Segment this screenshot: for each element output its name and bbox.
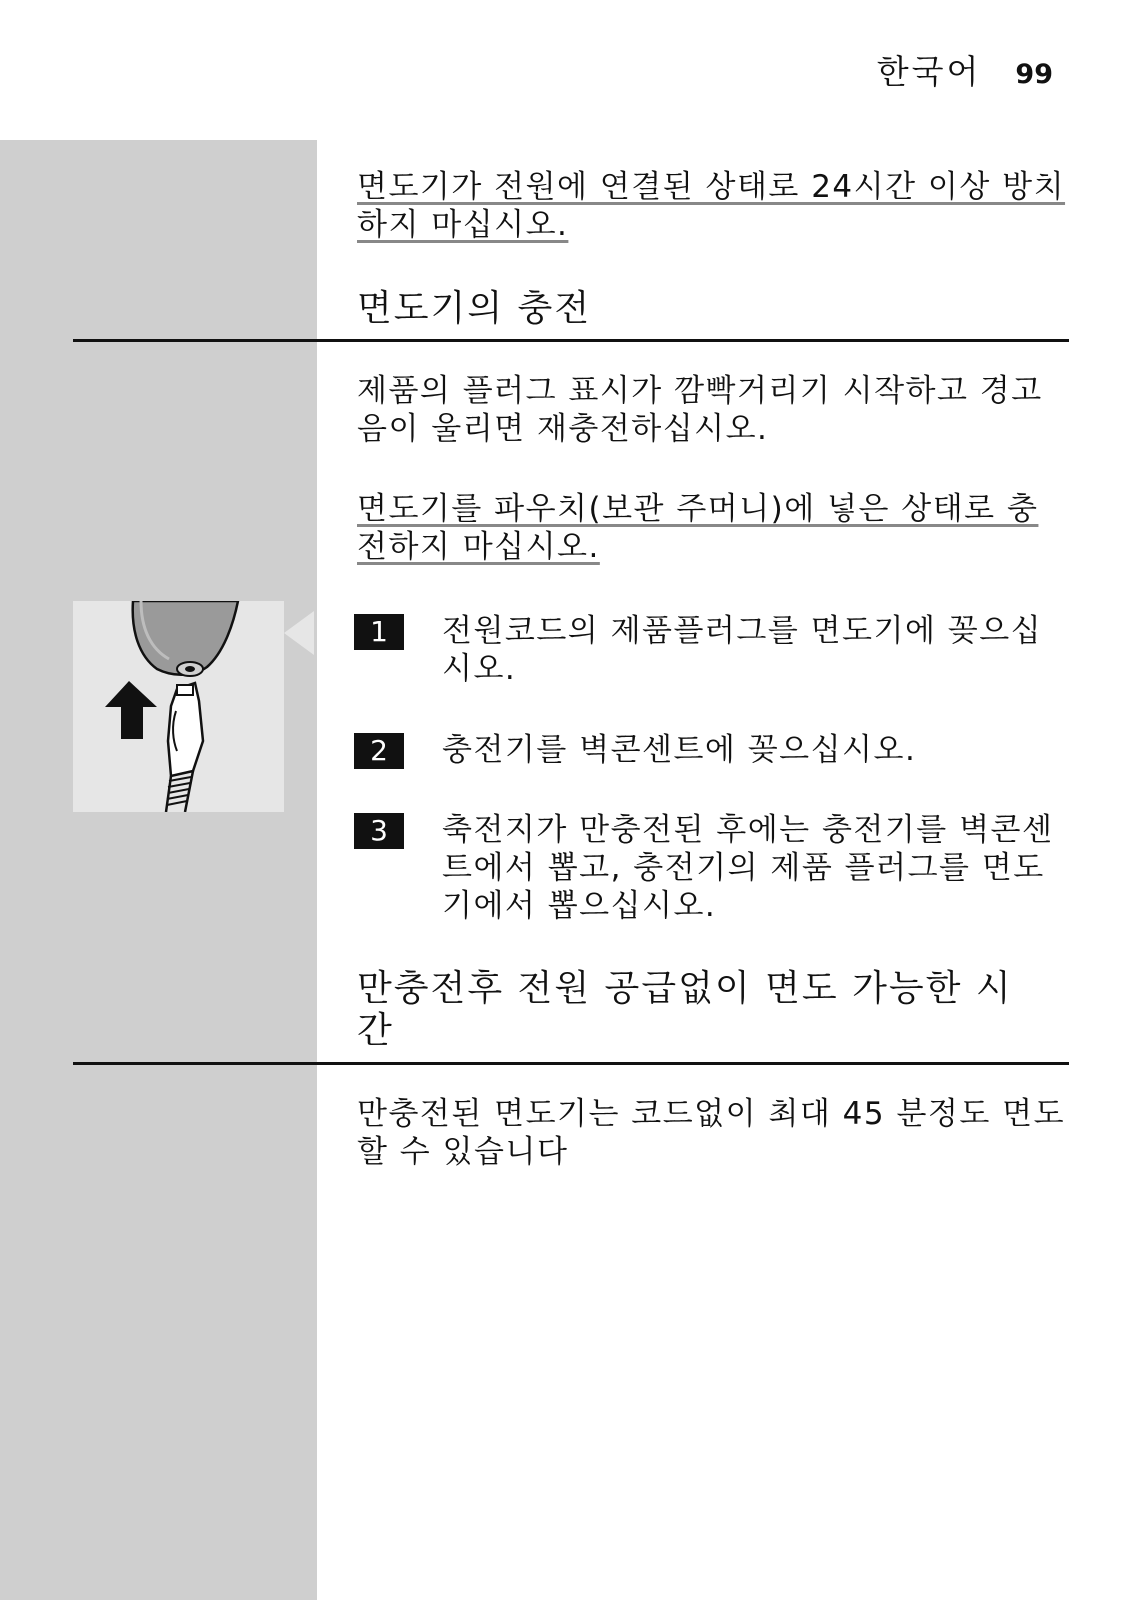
step-text: 축전지가 만충전된 후에는 충전기를 벽콘센트에서 뽑고, 충전기의 제품 플러그를 면도기에서 뽑으십시오.	[442, 812, 1054, 924]
section-divider	[73, 339, 1069, 342]
shaver-plug-insert-icon	[73, 601, 284, 812]
step-number: 1	[354, 614, 404, 650]
step-text: 전원코드의 제품플러그를 면도기에 꽂으십시오.	[442, 613, 1043, 687]
page-header	[877, 46, 1053, 96]
illustration-drawing	[73, 601, 284, 812]
step-2	[354, 731, 1070, 769]
left-margin-band	[0, 140, 317, 1600]
step-number: 2	[354, 733, 404, 769]
step-3	[354, 811, 1070, 925]
cordless-paragraph: 만충전된 면도기는 코드없이 최대 45 분정도 면도할 수 있습니다	[357, 1096, 1066, 1170]
illustration-pointer	[284, 611, 314, 655]
step-1	[354, 612, 1070, 688]
step-text: 충전기를 벽콘센트에 꽂으십시오.	[442, 732, 917, 768]
intro-warning: 면도기가 전원에 연결된 상태로 24시간 이상 방치하지 마십시오.	[357, 169, 1066, 243]
section-title-cordless: 만충전후 전원 공급없이 면도 가능한 시간	[357, 968, 1013, 1051]
page-number: 99	[1015, 59, 1053, 90]
language-label: 한국어	[876, 52, 982, 91]
step-number: 3	[354, 813, 404, 849]
section-divider	[73, 1062, 1069, 1065]
charging-paragraph: 제품의 플러그 표시가 깜빡거리기 시작하고 경고음이 울리면 재충전하십시오.	[357, 373, 1043, 447]
pouch-warning: 면도기를 파우치(보관 주머니)에 넣은 상태로 충전하지 마십시오.	[357, 491, 1039, 565]
section-title-charging: 면도기의 충전	[357, 288, 592, 329]
